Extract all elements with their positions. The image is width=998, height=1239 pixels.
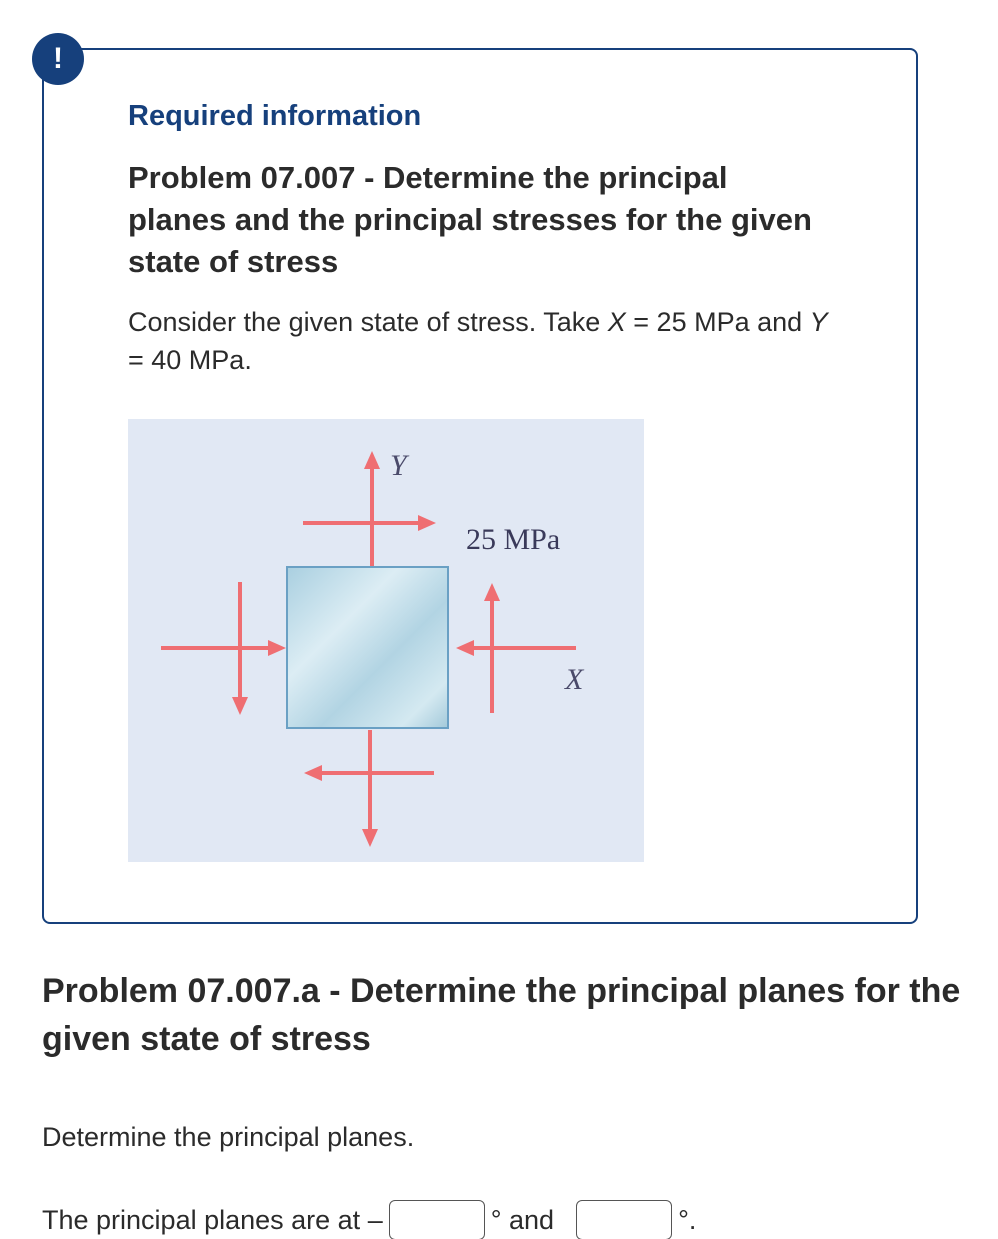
stress-element-square — [287, 567, 448, 728]
principal-plane-input-1[interactable] — [389, 1200, 485, 1239]
answer-prefix: The principal planes are at – — [42, 1204, 383, 1235]
exclamation-icon: ! — [32, 33, 84, 85]
subproblem-title: Problem 07.007.a - Determine the principal planes for the given state of stress — [42, 972, 961, 1058]
principal-plane-input-2[interactable] — [576, 1200, 672, 1239]
right-normal-arrow — [456, 640, 576, 656]
stress-element-figure — [128, 419, 644, 862]
top-normal-arrow — [364, 451, 380, 566]
problem-statement: Consider the given state of stress. Take X = 25 MPa and Y = 40 MPa. — [128, 307, 828, 375]
problem-title: Problem 07.007 - Determine the principal planes and the principal stresses for the given state of stress — [128, 160, 812, 279]
degree-and-label: ° and — [490, 1204, 555, 1235]
degree-end-label: °. — [678, 1204, 697, 1235]
bottom-normal-arrow — [362, 730, 378, 847]
shear-stress-label: 25 MPa — [466, 523, 561, 556]
answer-line — [42, 1200, 696, 1239]
x-label: X — [565, 663, 584, 696]
top-shear-arrow — [303, 515, 436, 531]
stress-element-diagram — [128, 419, 644, 862]
required-info-heading: Required information — [128, 100, 422, 132]
y-label: Y — [390, 449, 407, 482]
instruction-text: Determine the principal planes. — [42, 1122, 415, 1152]
left-normal-arrow — [161, 640, 286, 656]
